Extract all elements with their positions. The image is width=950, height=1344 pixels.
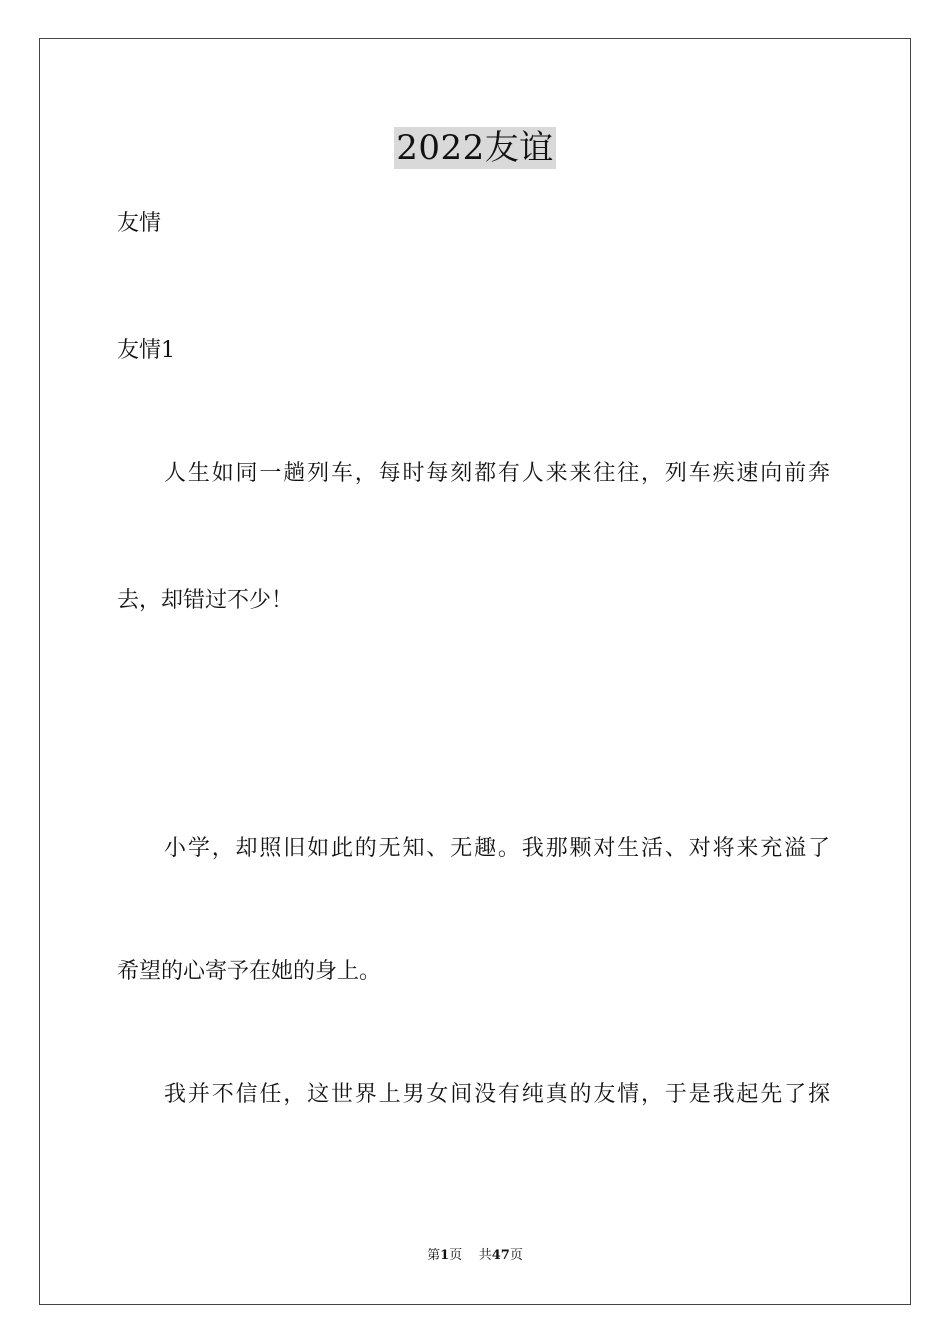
paragraph-3-line-1: 我并不信任，这世界上男女间没有纯真的友情，于是我起先了探: [164, 1082, 830, 1107]
paragraph-1-line-2: 去，却错过不少！: [117, 588, 294, 613]
paragraph-2-line-1: 小学，却照旧如此的无知、无趣。我那颗对生活、对将来充溢了: [164, 836, 830, 861]
page-footer: [0, 1247, 950, 1265]
paragraph-1-line-1: 人生如同一趟列车，每时每刻都有人来来往往，列车疾速向前奔: [164, 461, 830, 486]
title-container: [0, 127, 950, 169]
footer-total-prefix: 共: [478, 1248, 492, 1263]
page-border: [39, 38, 911, 1305]
paragraph-2-line-2: 希望的心寄予在她的身上。: [117, 959, 382, 984]
footer-page-suffix: 页: [449, 1248, 463, 1263]
document-heading: 友情: [117, 211, 162, 236]
footer-total-suffix: 页: [509, 1248, 523, 1263]
footer-page-number: 1: [440, 1248, 450, 1263]
footer-page-prefix: 第: [427, 1248, 441, 1263]
footer-total-pages: 47: [491, 1248, 510, 1263]
document-title: 2022友谊: [396, 128, 554, 168]
section-title: 友情1: [117, 338, 175, 363]
